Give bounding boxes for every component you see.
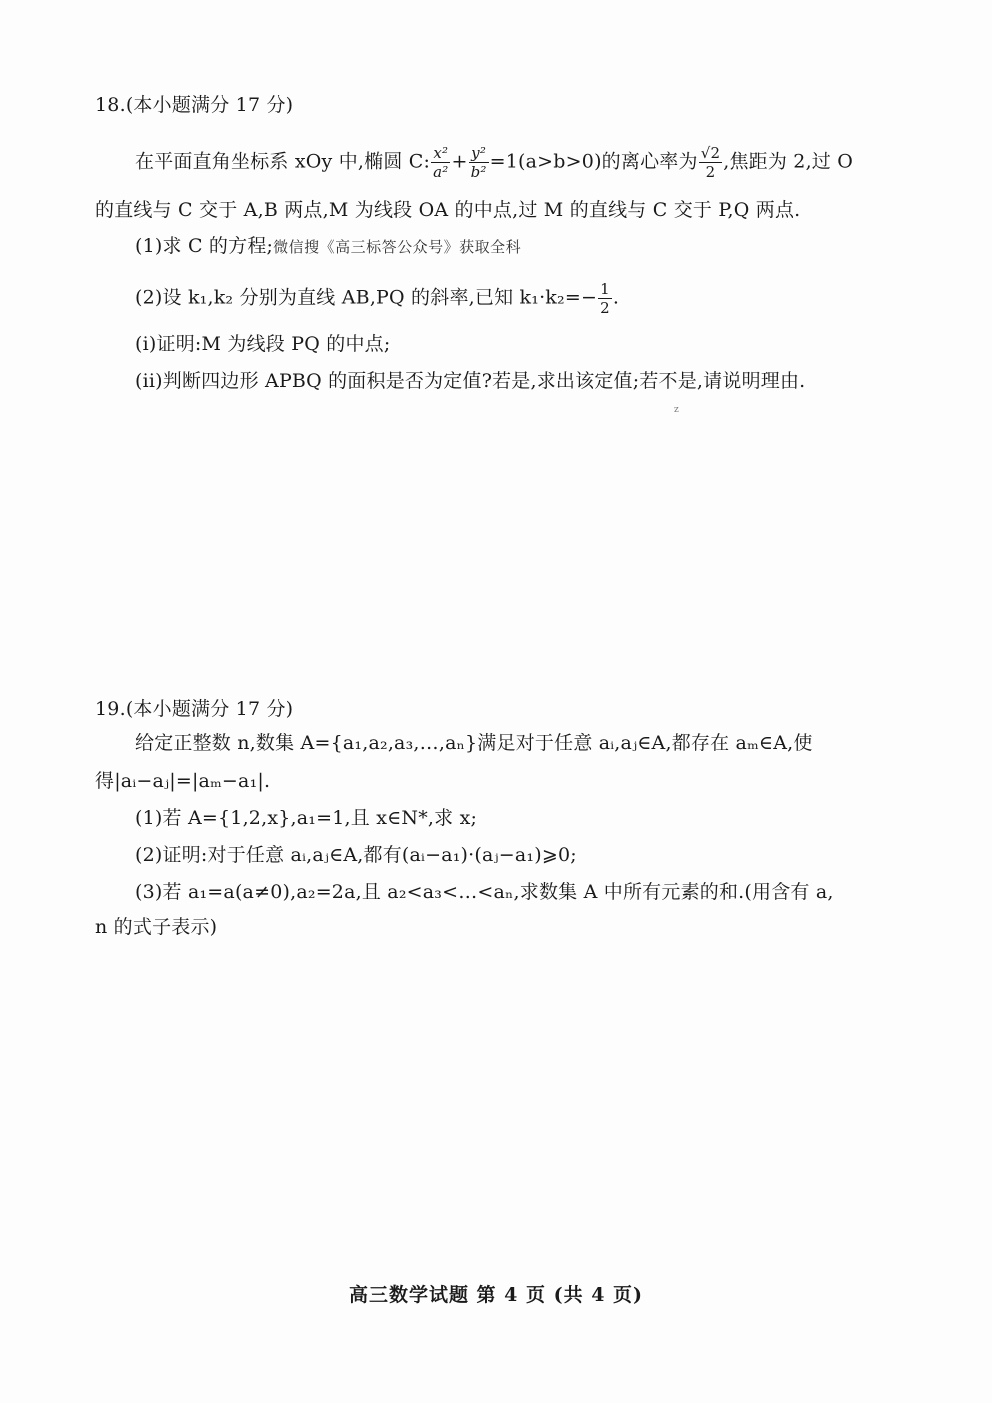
- q18-part1: [135, 234, 521, 259]
- q18-part2: [135, 281, 619, 316]
- q18-part1-text: (1)求 C 的方程;: [135, 235, 274, 257]
- stray-mark: z: [674, 405, 679, 415]
- q18-title: 18.(本小题满分 17 分): [95, 94, 294, 116]
- q18-line1-post: ,焦距为 2,过 O: [723, 150, 854, 173]
- q19-part2: (2)证明:对于任意 aᵢ,aⱼ∈A,都有(aᵢ−a₁)·(aⱼ−a₁)⩾0;: [135, 844, 577, 866]
- fraction-numerator: x²: [431, 145, 450, 163]
- q19-part3-cont: n 的式子表示): [95, 916, 218, 938]
- fraction-numerator: √2: [700, 144, 721, 162]
- q18-line1-mid: =1(a>b>0)的离心率为: [489, 150, 698, 173]
- fraction-y2-b2: [469, 145, 489, 180]
- watermark-note: 微信搜《高三标答公众号》获取全科: [273, 238, 522, 256]
- q19-title: 19.(本小题满分 17 分): [95, 698, 294, 720]
- fraction-one-half: [598, 281, 612, 316]
- fraction-denominator: 2: [705, 163, 716, 181]
- q18-line1-pre: 在平面直角坐标系 xOy 中,椭圆 C:: [135, 150, 431, 173]
- fraction-x2-a2: [431, 145, 450, 180]
- q19-part1: (1)若 A={1,2,x},a₁=1,且 x∈N*,求 x;: [135, 807, 478, 829]
- q19-line1: 给定正整数 n,数集 A={a₁,a₂,a₃,…,aₙ}满足对于任意 aᵢ,aⱼ∈A,都存在 aₘ∈A,使: [135, 732, 813, 754]
- q18-part2-post: .: [612, 286, 620, 309]
- q18-part2-ii: (ii)判断四边形 APBQ 的面积是否为定值?若是,求出该定值;若不是,请说明理由.: [135, 370, 806, 392]
- q19-line2: 得|aᵢ−aⱼ|=|aₘ−a₁|.: [95, 770, 271, 792]
- q19-part3: (3)若 a₁=a(a≠0),a₂=2a,且 a₂<a₃<…<aₙ,求数集 A 中所有元素的和.(用含有 a,: [135, 881, 834, 903]
- q18-line2: 的直线与 C 交于 A,B 两点,M 为线段 OA 的中点,过 M 的直线与 C 交于 P,Q 两点.: [95, 199, 801, 221]
- fraction-denominator: b²: [470, 163, 487, 181]
- fraction-sqrt2-2: [699, 145, 723, 180]
- fraction-denominator: 2: [600, 299, 610, 317]
- fraction-denominator: a²: [433, 163, 449, 181]
- fraction-numerator: 1: [600, 280, 610, 298]
- q18-part2-i: (i)证明:M 为线段 PQ 的中点;: [135, 333, 391, 355]
- fraction-numerator: y²: [469, 145, 489, 163]
- q18-line1: [135, 145, 853, 180]
- plus-sign: +: [451, 150, 468, 173]
- page-footer: 高三数学试题 第 4 页 (共 4 页): [348, 1284, 644, 1306]
- q18-part2-pre: (2)设 k₁,k₂ 分别为直线 AB,PQ 的斜率,已知 k₁·k₂=−: [135, 286, 598, 309]
